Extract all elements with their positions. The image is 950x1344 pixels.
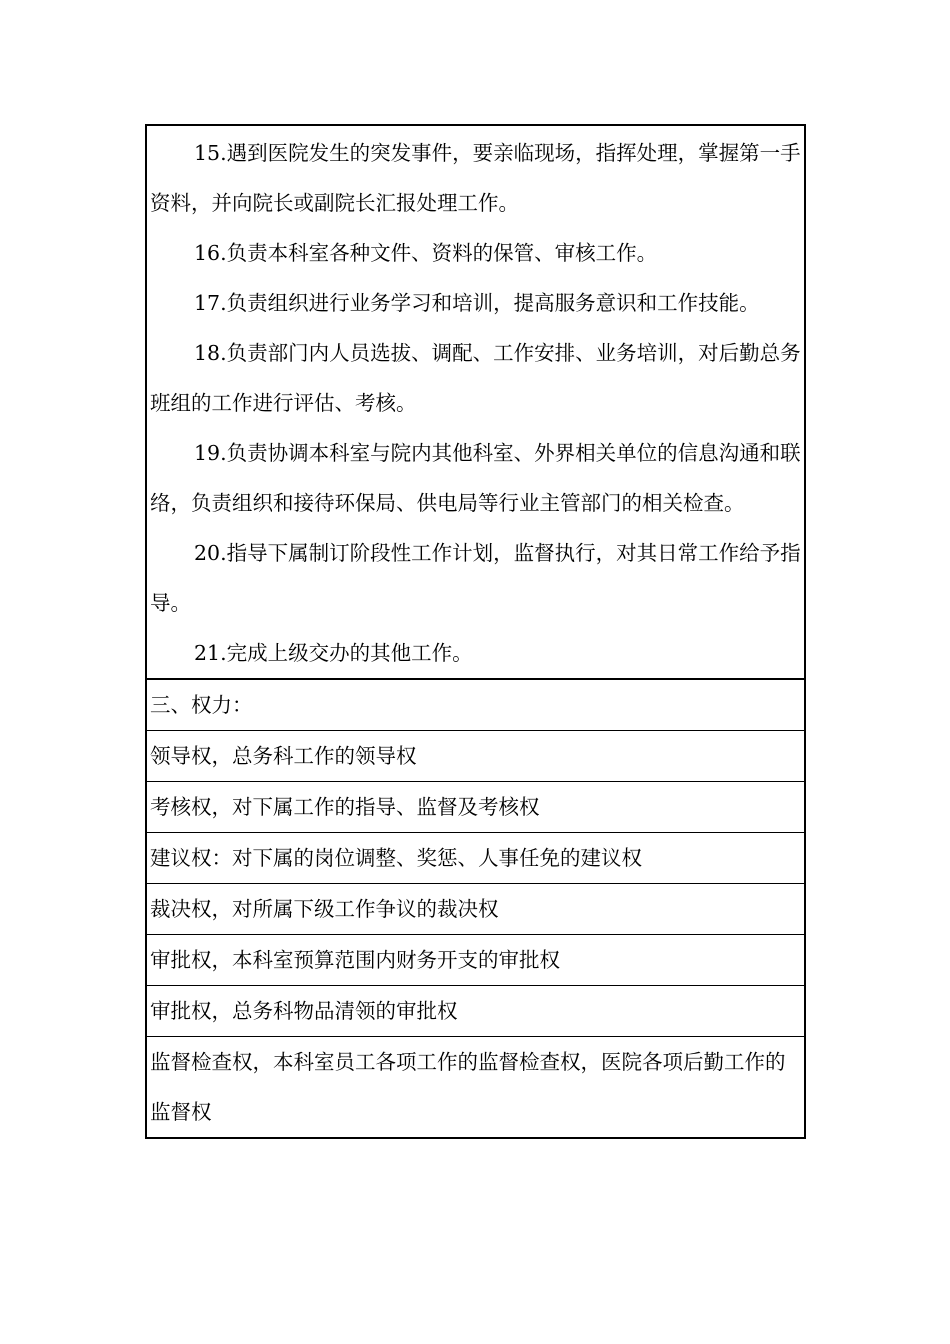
power-item-assessment: 考核权，对下属工作的指导、监督及考核权: [146, 782, 805, 833]
power-row: [146, 935, 805, 986]
power-item-supervision: 监督检查权，本科室员工各项工作的监督检查权，医院各项后勤工作的监督权: [146, 1037, 805, 1139]
power-row: [146, 731, 805, 782]
power-item-suggestion: 建议权：对下属的岗位调整、奖惩、人事任免的建议权: [146, 833, 805, 884]
duty-item-18: 18.负责部门内人员选拔、调配、工作安排、业务培训，对后勤总务班组的工作进行评估、考核。: [150, 341, 801, 415]
duty-item-16: 16.负责本科室各种文件、资料的保管、审核工作。: [194, 241, 658, 265]
power-item-supplies-approval: 审批权，总务科物品清领的审批权: [146, 986, 805, 1037]
power-row: [146, 833, 805, 884]
power-item-budget-approval: 审批权，本科室预算范围内财务开支的审批权: [146, 935, 805, 986]
powers-heading-row: [146, 679, 805, 731]
powers-heading: 三、权力：: [146, 679, 805, 731]
power-row: [146, 986, 805, 1037]
duty-item-21: 21.完成上级交办的其他工作。: [194, 641, 473, 665]
duties-row: [146, 125, 805, 679]
power-row: [146, 782, 805, 833]
power-item-leadership: 领导权，总务科工作的领导权: [146, 731, 805, 782]
duty-item-17: 17.负责组织进行业务学习和培训，提高服务意识和工作技能。: [194, 291, 760, 315]
duty-item-19: 19.负责协调本科室与院内其他科室、外界相关单位的信息沟通和联络，负责组织和接待环保局、供电局等行业主管部门的相关检查。: [150, 441, 801, 515]
duties-cell: [146, 125, 805, 679]
duty-item-15: 15.遇到医院发生的突发事件，要亲临现场，指挥处理，掌握第一手资料，并向院长或副院长汇报处理工作。: [150, 141, 801, 215]
power-item-arbitration: 裁决权，对所属下级工作争议的裁决权: [146, 884, 805, 935]
duty-item-20: 20.指导下属制订阶段性工作计划，监督执行，对其日常工作给予指导。: [150, 541, 801, 615]
power-row: [146, 1037, 805, 1139]
responsibility-table: [145, 124, 806, 1139]
power-row: [146, 884, 805, 935]
